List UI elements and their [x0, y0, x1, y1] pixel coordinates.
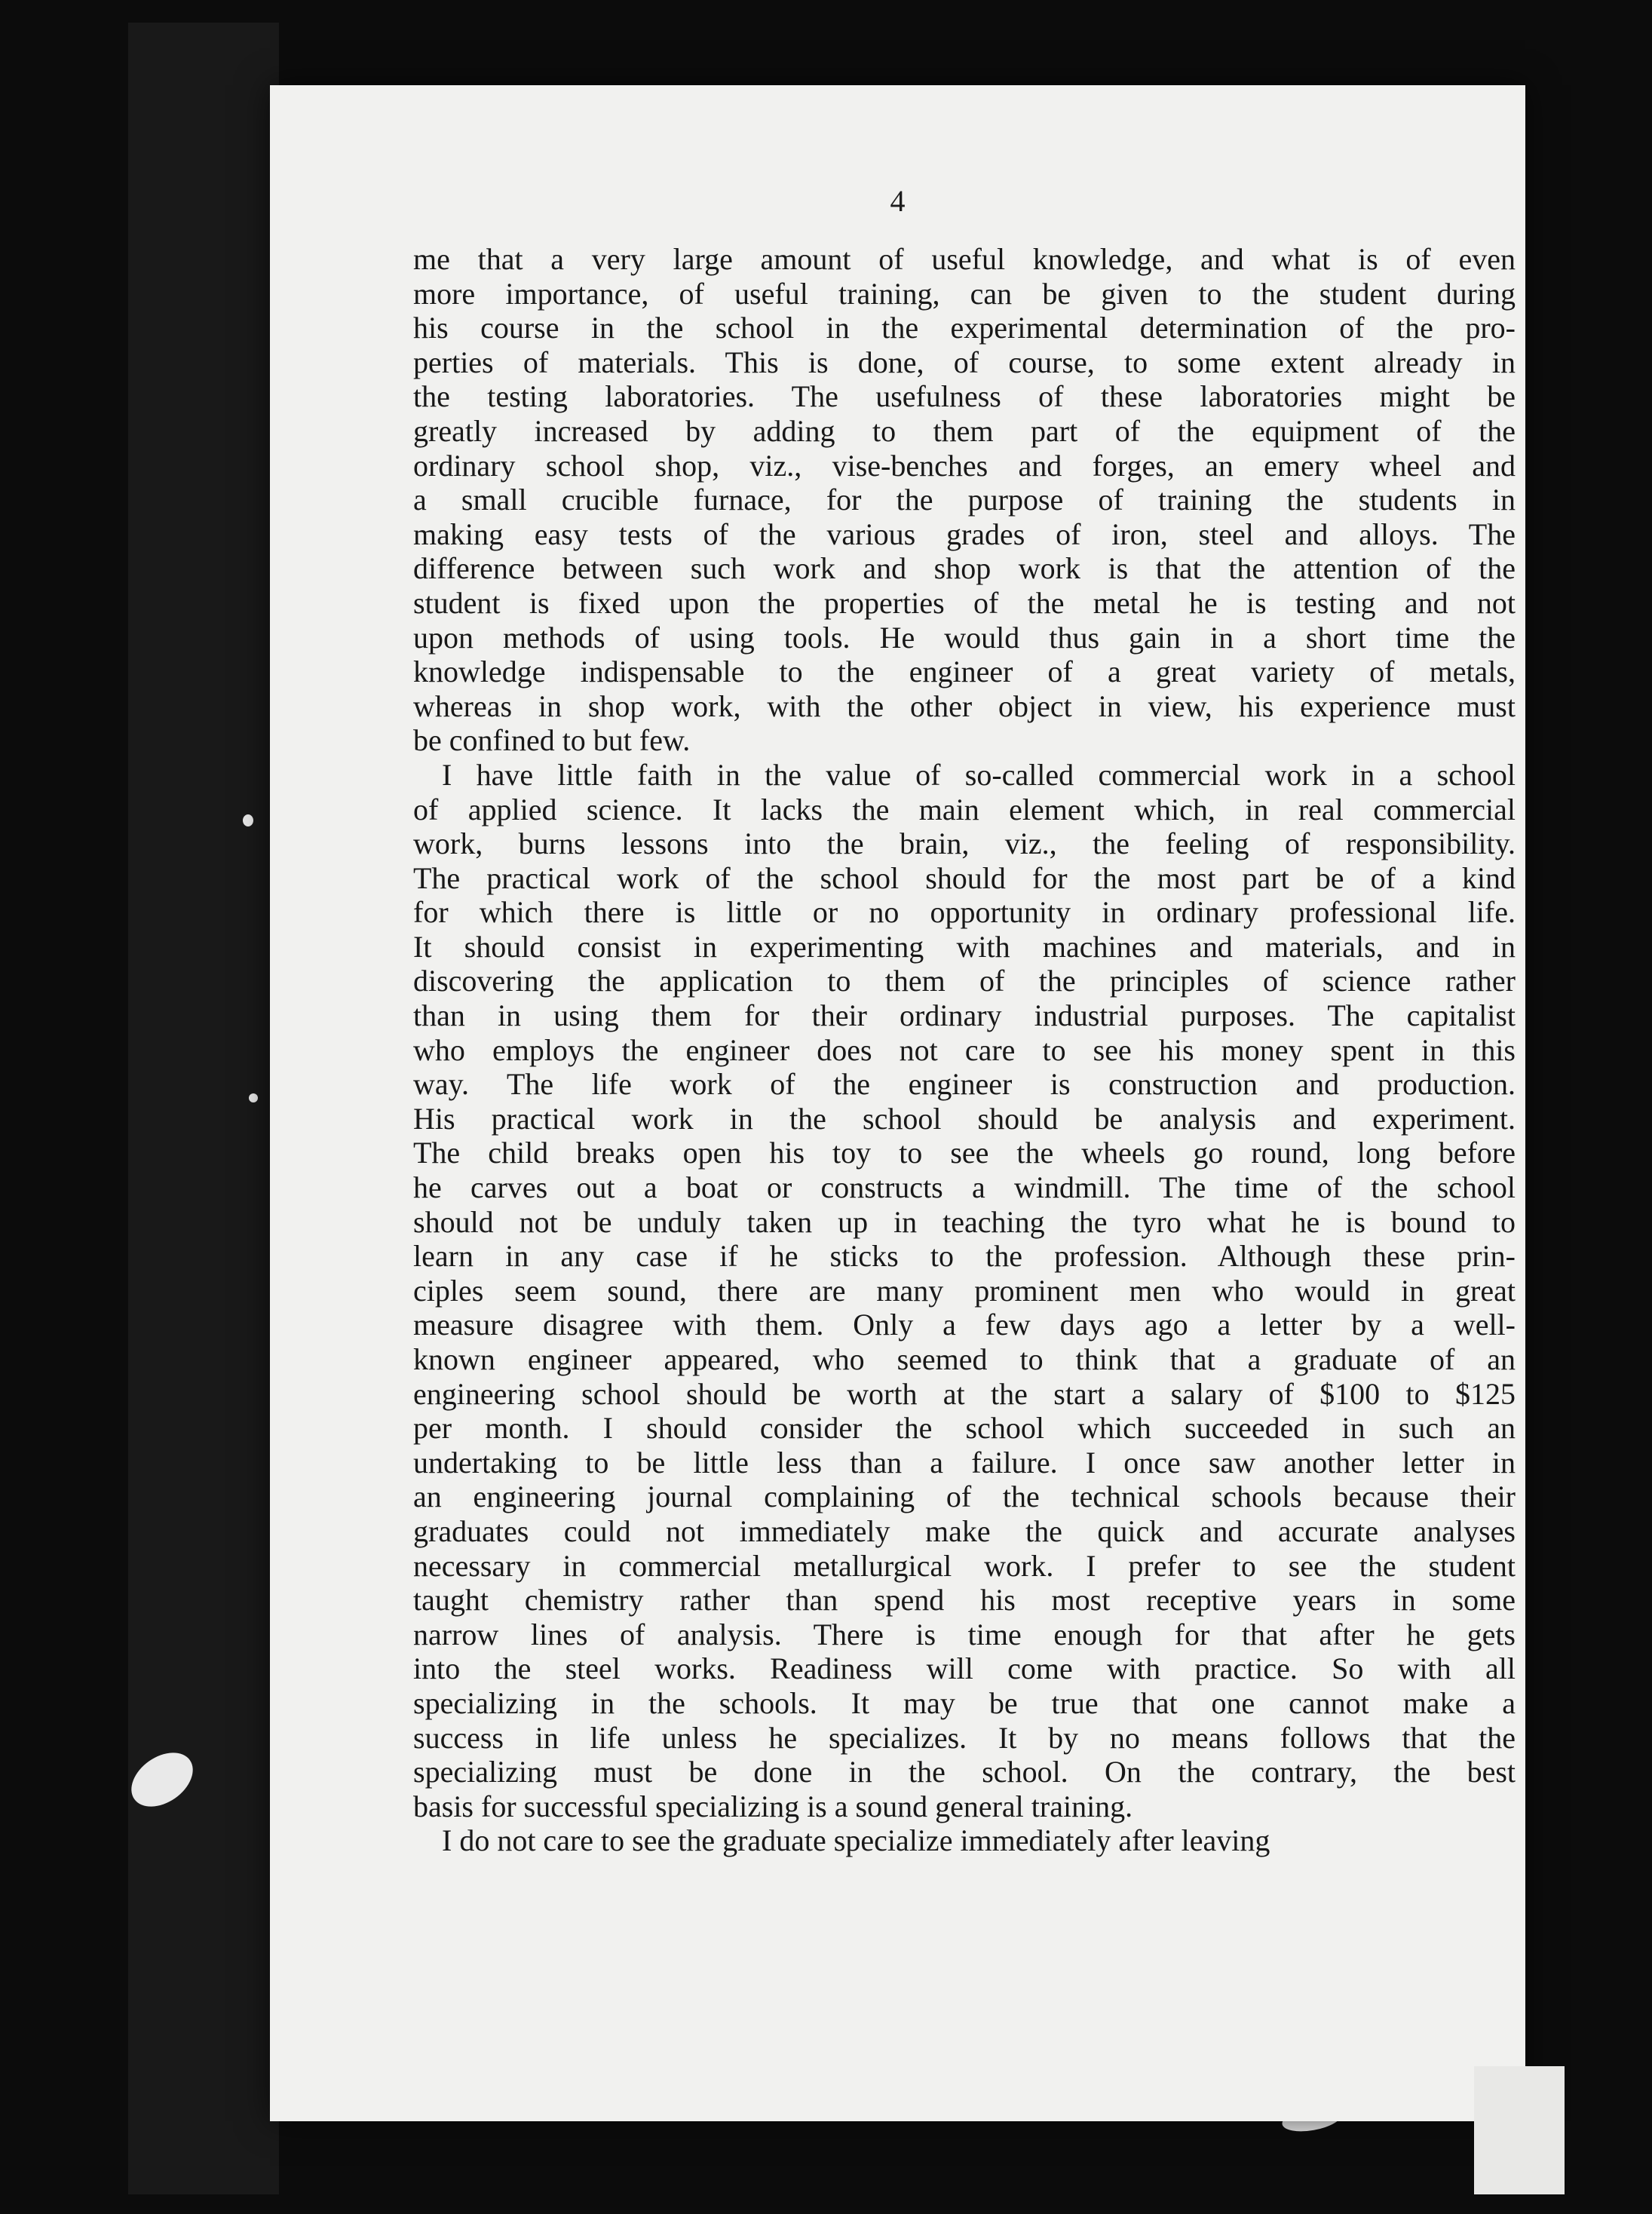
- page-number: 4: [890, 184, 906, 218]
- text-line: perties of materials. This is done, of course, to some extent already in: [413, 345, 1516, 379]
- body-text: [413, 242, 1516, 1858]
- text-line: be confined to but few.: [413, 723, 691, 758]
- text-line: taught chemistry rather than spend his most receptive years in some: [413, 1583, 1516, 1618]
- text-line: difference between such work and shop work is that the attention of the: [413, 551, 1516, 586]
- text-line: more importance, of useful training, can be given to the student during: [413, 276, 1516, 311]
- text-line: greatly increased by adding to them part of the equipment of the: [413, 413, 1516, 448]
- text-line: His practical work in the school should be analysis and experiment.: [413, 1101, 1516, 1136]
- scan-shadow-left: [128, 23, 279, 2194]
- text-line: way. The life work of the engineer is construction and production.: [413, 1067, 1516, 1102]
- text-line: making easy tests of the various grades of iron, steel and alloys. The: [413, 517, 1516, 551]
- text-line: narrow lines of analysis. There is time enough for that after he gets: [413, 1617, 1516, 1651]
- text-line: an engineering journal complaining of the technical schools because their: [413, 1480, 1516, 1514]
- paragraph: [413, 1823, 1516, 1858]
- paragraph: [413, 758, 1516, 1823]
- scanned-page: [270, 85, 1525, 2121]
- text-line: basis for successful specializing is a sound general training.: [413, 1789, 1133, 1823]
- scan-edge-strip: [1474, 2066, 1565, 2194]
- text-line: ordinary school shop, viz., vise-benches and forges, an emery wheel and: [413, 448, 1516, 483]
- text-line: his course in the school in the experimental determination of the pro-: [413, 311, 1516, 345]
- text-line: who employs the engineer does not care to see his money spent in this: [413, 1032, 1516, 1067]
- text-line: The child breaks open his toy to see the wheels go round, long before: [413, 1136, 1516, 1170]
- text-line: ciples seem sound, there are many prominent men who would in great: [413, 1273, 1516, 1308]
- text-line: for which there is little or no opportunity in ordinary professional life.: [413, 895, 1516, 930]
- text-line: per month. I should consider the school which succeeded in such an: [413, 1411, 1516, 1446]
- text-line: work, burns lessons into the brain, viz., the feeling of responsibility.: [413, 826, 1516, 861]
- text-line: into the steel works. Readiness will come with practice. So with all: [413, 1651, 1516, 1686]
- paragraph: [413, 242, 1516, 758]
- text-line: success in life unless he specializes. It by no means follows that the: [413, 1720, 1516, 1755]
- text-line: should not be unduly taken up in teaching the tyro what he is bound to: [413, 1204, 1516, 1239]
- text-line: measure disagree with them. Only a few days ago a letter by a well-: [413, 1308, 1516, 1342]
- text-line: discovering the application to them of the principles of science rather: [413, 964, 1516, 998]
- text-line: specializing must be done in the school. On the contrary, the best: [413, 1755, 1516, 1789]
- text-line: upon methods of using tools. He would thus gain in a short time the: [413, 620, 1516, 655]
- text-line: I have little faith in the value of so-called commercial work in a school: [442, 757, 1516, 792]
- text-line: me that a very large amount of useful knowledge, and what is of even: [413, 242, 1516, 276]
- text-line: I do not care to see the graduate specialize immediately after leaving: [442, 1823, 1270, 1858]
- text-line: It should consist in experimenting with machines and materials, and in: [413, 929, 1516, 964]
- text-line: of applied science. It lacks the main element which, in real commercial: [413, 792, 1516, 826]
- text-line: graduates could not immediately make the quick and accurate analyses: [413, 1513, 1516, 1548]
- text-line: whereas in shop work, with the other object in view, his experience must: [413, 688, 1516, 723]
- scan-artifact: [243, 814, 253, 826]
- text-line: engineering school should be worth at the start a salary of $100 to $125: [413, 1376, 1516, 1411]
- text-line: the testing laboratories. The usefulness of these laboratories might be: [413, 379, 1516, 414]
- text-line: known engineer appeared, who seemed to think that a graduate of an: [413, 1342, 1516, 1376]
- text-line: a small crucible furnace, for the purpose of training the students in: [413, 483, 1516, 517]
- text-line: specializing in the schools. It may be true that one cannot make a: [413, 1685, 1516, 1720]
- text-line: knowledge indispensable to the engineer of a great variety of metals,: [413, 655, 1516, 689]
- text-line: necessary in commercial metallurgical work. I prefer to see the student: [413, 1548, 1516, 1583]
- text-line: than in using them for their ordinary industrial purposes. The capitalist: [413, 998, 1516, 1033]
- text-line: student is fixed upon the properties of the metal he is testing and not: [413, 585, 1516, 620]
- text-line: learn in any case if he sticks to the profession. Although these prin-: [413, 1239, 1516, 1274]
- text-line: undertaking to be little less than a failure. I once saw another letter in: [413, 1445, 1516, 1480]
- scan-artifact: [249, 1093, 258, 1102]
- text-line: he carves out a boat or constructs a windmill. The time of the school: [413, 1170, 1516, 1205]
- text-line: The practical work of the school should for the most part be of a kind: [413, 860, 1516, 895]
